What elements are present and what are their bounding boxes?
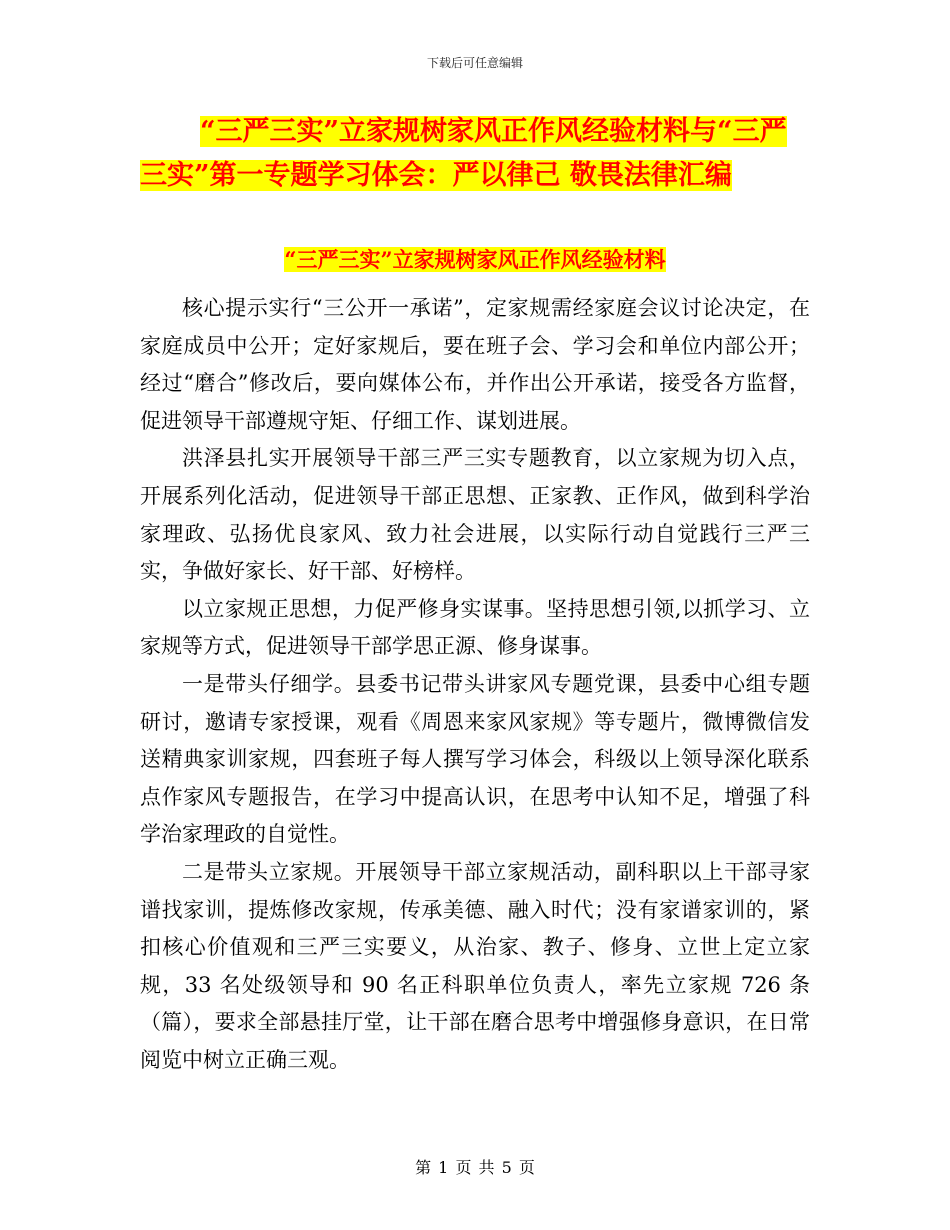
section-heading: [0, 244, 950, 276]
document-body: [140, 290, 810, 1079]
paragraph: 一是带头仔细学。县委书记带头讲家风专题党课，县委中心组专题研讨，邀请专家授课，观看《周恩来家风家规》等专题片，微博微信发送精典家训家规，四套班子每人撰写学习体会，科级以上领导深化联系点作家风专题报告，在学习中提高认识，在思考中认知不足，增强了科学治家理政的自觉性。: [140, 671, 810, 847]
title-line-2-text: 三实”第一专题学习体会：严以律己 敬畏法律汇编: [140, 160, 732, 191]
page-number-footer: 第 1 页 共 5 页: [415, 1158, 535, 1177]
paragraph: 二是带头立家规。开展领导干部立家规活动，副科职以上干部寻家谱找家训，提炼修改家规，传承美德、融入时代；没有家谱家训的，紧扣核心价值观和三严三实要义，从治家、教子、修身、立世上定立家规，33 名处级领导和 90 名正科职单位负责人，率先立家规 726 条（篇），要求全部悬挂厅堂，让干部在磨合思考中增强修身意识，在日常阅览中树立正确三观。: [140, 859, 810, 1072]
paragraph: 以立家规正思想，力促严修身实谋事。坚持思想引领,以抓学习、立家规等方式，促进领导干部学思正源、修身谋事。: [140, 596, 810, 659]
paragraph: 洪泽县扎实开展领导干部三严三实专题教育，以立家规为切入点，开展系列化活动，促进领导干部正思想、正家教、正作风，做到科学治家理政、弘扬优良家风、致力社会进展，以实际行动自觉践行三严三实，争做好家长、好干部、好榜样。: [140, 446, 810, 584]
section-heading-text: “三严三实”立家规树家风正作风经验材料: [284, 247, 666, 272]
page-header: 下载后可任意编辑: [426, 56, 523, 70]
paragraph: 核心提示实行“三公开一承诺”，定家规需经家庭会议讨论决定，在家庭成员中公开；定好家规后，要在班子会、学习会和单位内部公开；经过“磨合”修改后，要向媒体公布，并作出公开承诺，接受各方监督，促进领导干部遵规守矩、仔细工作、谋划进展。: [140, 296, 810, 433]
document-title-line-1: [140, 110, 820, 154]
document-title-line-2: [140, 154, 820, 198]
document-title: [140, 110, 820, 198]
title-line-1-text: “三严三实”立家规树家风正作风经验材料与“三严: [200, 116, 787, 147]
